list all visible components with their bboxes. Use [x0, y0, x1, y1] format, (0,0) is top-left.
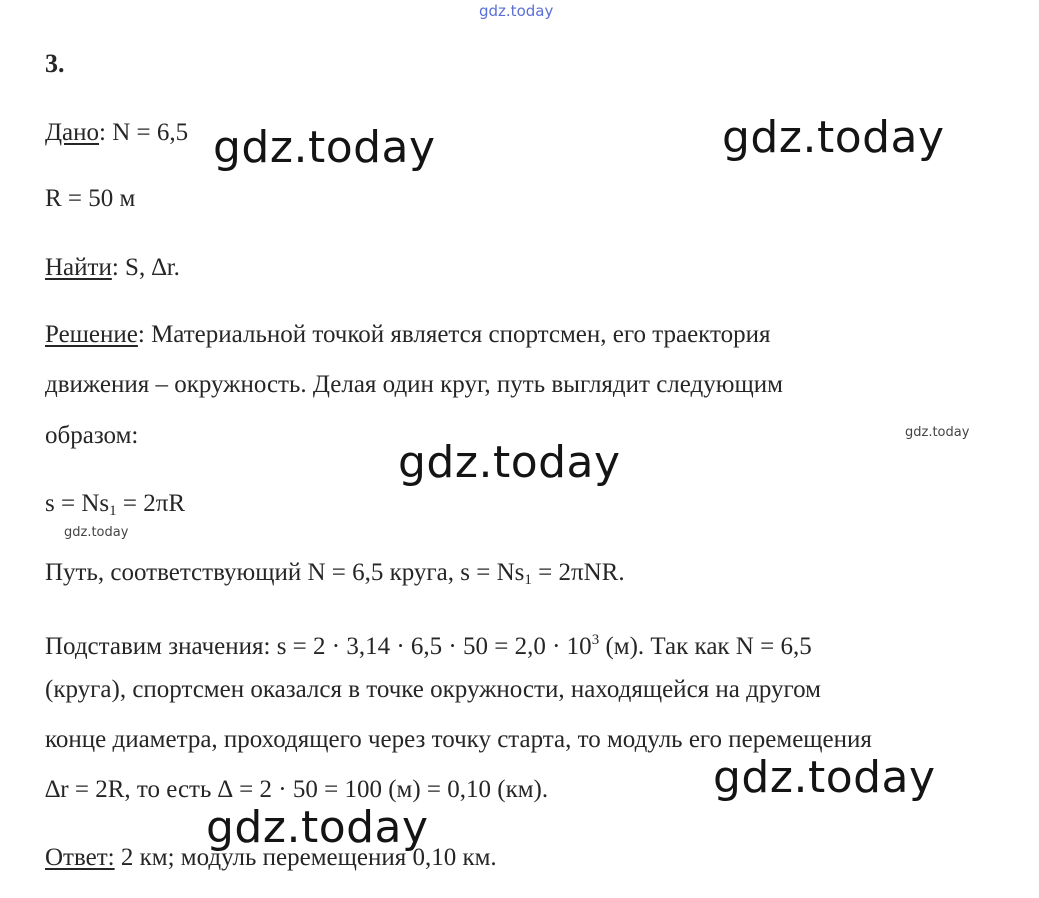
find-line	[45, 253, 180, 283]
circle-line: (круга), спортсмен оказался в точке окружности, находящейся на другом	[45, 676, 822, 703]
solution-line-3: образом:	[45, 422, 139, 449]
substitution-exponent: 3	[591, 632, 600, 648]
watermark-2: gdz.today	[722, 112, 945, 163]
given-line-2: R = 50 м	[45, 185, 136, 212]
formula-1-subscript: 1	[109, 503, 117, 519]
path-formula: = 2πNR.	[531, 559, 625, 586]
given-line-1	[45, 118, 188, 148]
answer-value: 2 км; модуль перемещения 0,10 км.	[114, 844, 497, 871]
watermark-3: gdz.today	[398, 437, 621, 488]
result-line: ∆r = 2R, то есть ∆ = 2 · 50 = 100 (м) = 0,10 (км).	[45, 776, 549, 803]
formula-1-left: s = Ns	[45, 490, 110, 517]
watermark-small-2: gdz.today	[64, 525, 129, 540]
problem-number: 3.	[45, 49, 65, 78]
find-label: Найти	[45, 254, 112, 281]
solution-text-1: : Материальной точкой является спортсмен, его траектория	[137, 321, 771, 348]
watermark-1: gdz.today	[213, 122, 436, 173]
path-subscript: 1	[524, 572, 532, 588]
watermark-small-1: gdz.today	[905, 425, 970, 440]
diameter-line: конце диаметра, проходящего через точку старта, то модуль его перемещения	[45, 726, 872, 753]
substitution-text: Подставим значения: s = 2 · 3,14 · 6,5 · 50 = 2,0 · 10	[45, 633, 592, 660]
answer-line	[45, 843, 497, 873]
path-line	[45, 558, 625, 595]
given-value-n: : N = 6,5	[99, 119, 189, 146]
given-label: Дано	[45, 119, 100, 146]
solution-line-1	[45, 320, 770, 350]
watermark-5: gdz.today	[206, 802, 429, 853]
formula-1-right: = 2πR	[116, 490, 186, 517]
substitution-tail: (м). Так как N = 6,5	[599, 633, 812, 660]
solution-label: Решение	[45, 321, 138, 348]
answer-label: Ответ:	[45, 844, 115, 871]
substitution-line	[45, 625, 812, 662]
solution-line-2: движения – окружность. Делая один круг, путь выглядит следующим	[45, 371, 783, 398]
path-text: Путь, соответствующий N = 6,5 круга, s = Ns	[45, 559, 525, 586]
formula-1	[45, 489, 185, 526]
watermark-4: gdz.today	[713, 752, 936, 803]
watermark-top: gdz.today	[479, 2, 554, 20]
find-value: : S, ∆r.	[111, 254, 180, 281]
